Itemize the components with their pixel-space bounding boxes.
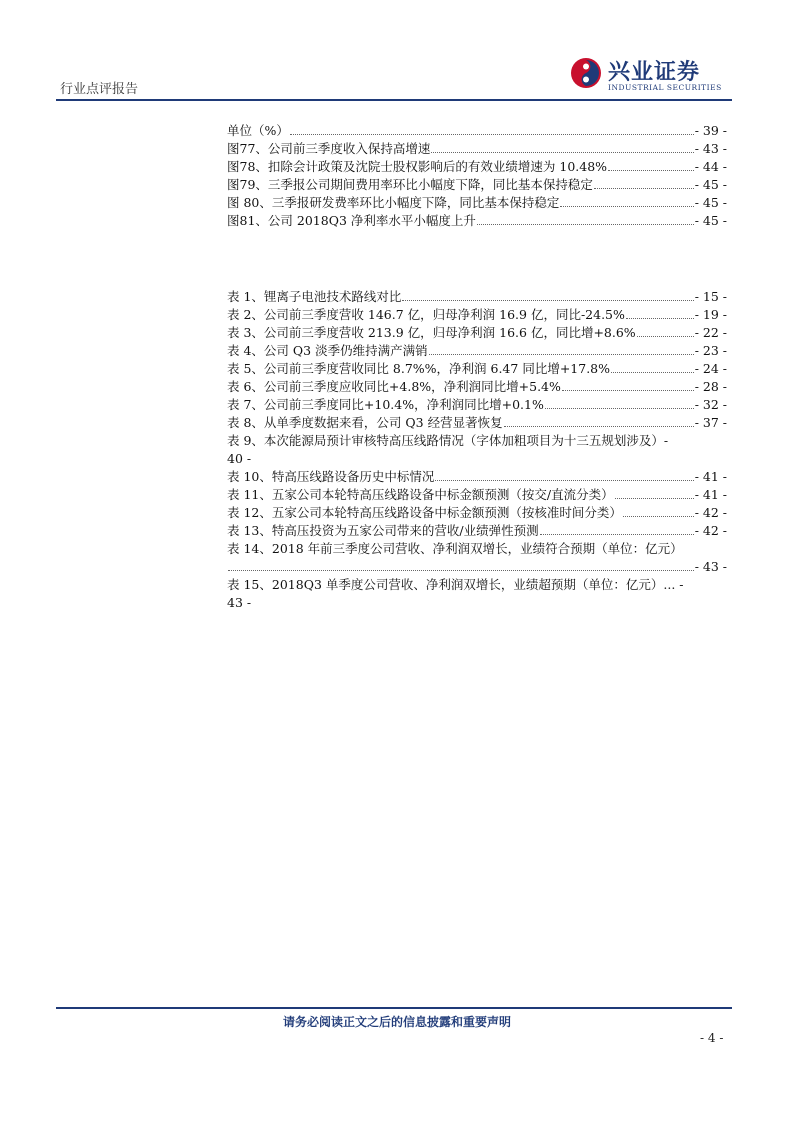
toc-entry[interactable] <box>227 158 727 176</box>
dot-leader <box>228 560 694 571</box>
page-number: - 4 - <box>700 1031 724 1045</box>
toc-entry[interactable] <box>227 486 727 504</box>
toc-entry-title: 表 6、公司前三季度应收同比+4.8%，净利润同比增+5.4% <box>227 379 561 394</box>
footer-divider <box>56 1007 732 1009</box>
toc-entry-page: - 41 - <box>694 469 727 484</box>
toc-entry-page: - 23 - <box>694 343 727 358</box>
toc-entry-page: - 24 - <box>694 361 727 376</box>
toc-entry-page: - 39 - <box>694 123 727 138</box>
toc-entry-title: 表 15、2018Q3 单季度公司营收、净利润双增长，业绩超预期（单位：亿元）... - <box>227 577 684 592</box>
toc-entry-title: 表 2、公司前三季度营收 146.7 亿，归母净利润 16.9 亿，同比-24.5% <box>227 307 625 322</box>
toc-entry-page: - 32 - <box>694 397 727 412</box>
dot-leader <box>637 326 694 337</box>
toc-entry-page: - 45 - <box>694 195 727 210</box>
toc-entry-page: - 41 - <box>694 487 727 502</box>
dot-leader <box>402 290 693 301</box>
toc-entry[interactable] <box>227 212 727 230</box>
brand-name-cn: 兴业证券 <box>608 60 701 85</box>
toc-entry[interactable] <box>227 194 727 212</box>
dot-leader <box>540 524 694 535</box>
toc-entry-page: - 42 - <box>694 523 727 538</box>
dot-leader <box>623 506 694 517</box>
brand-logo-icon <box>570 57 602 89</box>
toc-entry-page: - 19 - <box>694 307 727 322</box>
report-type-label: 行业点评报告 <box>60 82 139 97</box>
toc-entry-title: 图 80、三季报研发费率环比小幅度下降，同比基本保持稳定 <box>227 195 560 210</box>
toc-entry-title: 表 3、公司前三季度营收 213.9 亿，归母净利润 16.6 亿，同比增+8.6% <box>227 325 636 340</box>
toc-entry[interactable] <box>227 140 727 158</box>
toc-entry[interactable] <box>227 378 727 396</box>
toc-entry-title: 单位（%） <box>227 123 289 138</box>
toc-entry-page: - 42 - <box>694 505 727 520</box>
toc-entry-title: 表 13、特高压投资为五家公司带来的营收/业绩弹性预测 <box>227 523 539 538</box>
toc-entry-page: - 43 - <box>694 559 727 574</box>
toc-entry[interactable] <box>227 576 727 612</box>
toc-entry-title: 表 7、公司前三季度同比+10.4%，净利润同比增+0.1% <box>227 397 544 412</box>
toc-entry-page: - 45 - <box>694 213 727 228</box>
toc-entry[interactable] <box>227 342 727 360</box>
figure-list <box>227 122 727 230</box>
toc-entry[interactable] <box>227 324 727 342</box>
toc-entry-page: 43 - <box>227 595 252 610</box>
dot-leader <box>290 124 694 135</box>
header-divider <box>56 99 732 101</box>
dot-leader <box>435 470 693 481</box>
brand-logo <box>570 55 735 95</box>
dot-leader <box>431 142 693 153</box>
dot-leader <box>615 488 694 499</box>
toc-entry-title: 图81、公司 2018Q3 净利率水平小幅度上升 <box>227 213 476 228</box>
toc-entry[interactable] <box>227 432 727 468</box>
toc-entry[interactable] <box>227 122 727 140</box>
toc-entry[interactable] <box>227 504 727 522</box>
toc-entry[interactable] <box>227 414 727 432</box>
toc-entry-title: 表 4、公司 Q3 淡季仍维持满产满销 <box>227 343 428 358</box>
disclaimer-notice: 请务必阅读正文之后的信息披露和重要声明 <box>282 1015 511 1029</box>
toc-entry-title: 表 11、五家公司本轮特高压线路设备中标金额预测（按交/直流分类） <box>227 487 614 502</box>
toc-entry[interactable] <box>227 522 727 540</box>
toc-entry-page: - 45 - <box>694 177 727 192</box>
dot-leader <box>611 362 694 373</box>
toc-entry-title: 表 1、锂离子电池技术路线对比 <box>227 289 402 304</box>
dot-leader <box>477 214 694 225</box>
toc-entry-title: 图77、公司前三季度收入保持高增速 <box>227 141 431 156</box>
toc-entry-page: - 15 - <box>694 289 727 304</box>
toc-entry[interactable] <box>227 468 727 486</box>
toc-entry[interactable] <box>227 360 727 378</box>
toc-entry-page: - 44 - <box>694 159 727 174</box>
toc-entry-title: 表 9、本次能源局预计审核特高压线路情况（字体加粗项目为十三五规划涉及）- <box>227 433 669 448</box>
toc-entry-title: 表 14、2018 年前三季度公司营收、净利润双增长，业绩符合预期（单位：亿元） <box>227 541 683 556</box>
toc-entry-title: 图79、三季报公司期间费用率环比小幅度下降，同比基本保持稳定 <box>227 177 593 192</box>
toc-entry-page: - 22 - <box>694 325 727 340</box>
toc-entry[interactable] <box>227 288 727 306</box>
dot-leader <box>562 380 694 391</box>
toc-entry-page: - 43 - <box>694 141 727 156</box>
toc-entry-title: 表 5、公司前三季度营收同比 8.7%%，净利润 6.47 同比增+17.8% <box>227 361 610 376</box>
dot-leader <box>626 308 694 319</box>
dot-leader <box>504 416 694 427</box>
table-list <box>227 288 727 612</box>
toc-entry[interactable] <box>227 176 727 194</box>
dot-leader <box>560 196 693 207</box>
toc-entry[interactable] <box>227 306 727 324</box>
toc-entry-title: 图78、扣除会计政策及沈院士股权影响后的有效业绩增速为 10.48% <box>227 159 608 174</box>
toc-entry-page: - 37 - <box>694 415 727 430</box>
dot-leader <box>545 398 694 409</box>
toc-entry-title: 表 8、从单季度数据来看，公司 Q3 经营显著恢复 <box>227 415 503 430</box>
toc-entry-title: 表 12、五家公司本轮特高压线路设备中标金额预测（按核准时间分类） <box>227 505 622 520</box>
toc-entry[interactable] <box>227 396 727 414</box>
dot-leader <box>429 344 694 355</box>
toc-entry[interactable] <box>227 540 727 576</box>
brand-name-en: INDUSTRIAL SECURITIES <box>608 83 722 92</box>
dot-leader <box>608 160 694 171</box>
toc-entry-title: 表 10、特高压线路设备历史中标情况 <box>227 469 435 484</box>
dot-leader <box>594 178 694 189</box>
toc-entry-page: - 28 - <box>694 379 727 394</box>
toc-entry-page: 40 - <box>227 451 252 466</box>
